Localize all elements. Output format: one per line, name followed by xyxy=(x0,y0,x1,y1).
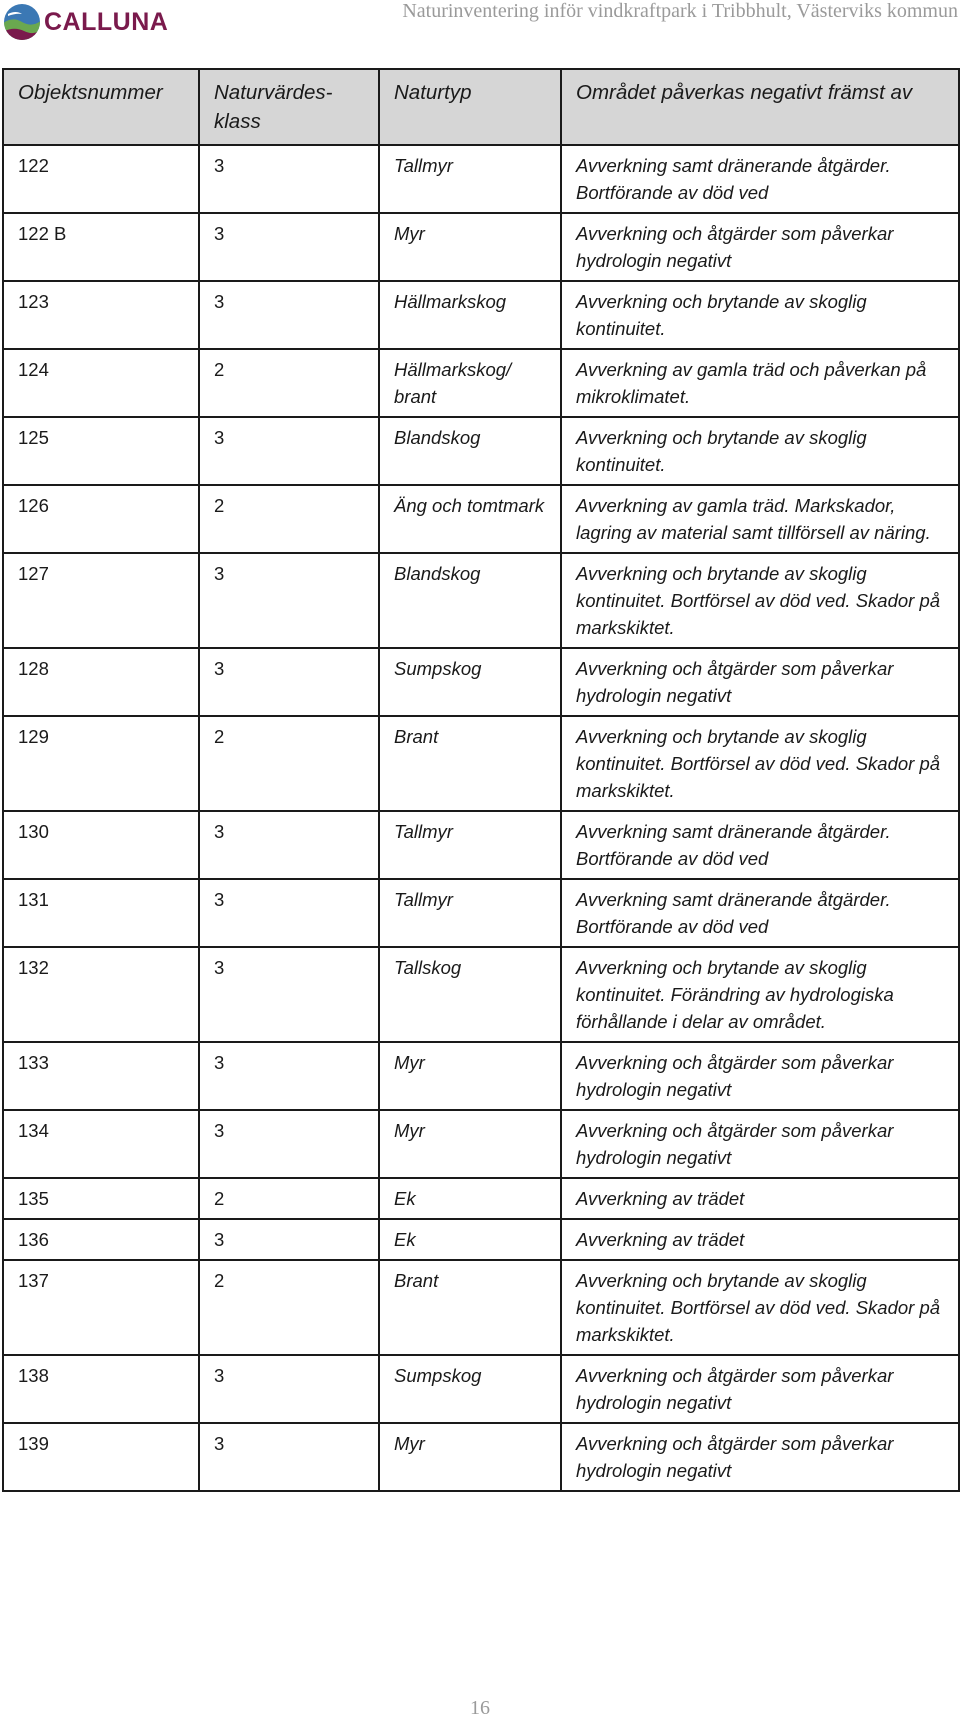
column-header-paverkan: Området påverkas negativt främst av xyxy=(561,69,959,145)
cell-objektsnummer: 125 xyxy=(3,417,199,485)
cell-naturtyp: Ek xyxy=(379,1178,561,1219)
cell-objektsnummer: 138 xyxy=(3,1355,199,1423)
document-title: Naturinventering inför vindkraftpark i Tribbhult, Västerviks kommun xyxy=(402,0,958,22)
cell-klass: 3 xyxy=(199,281,379,349)
cell-klass: 3 xyxy=(199,213,379,281)
cell-klass: 2 xyxy=(199,1178,379,1219)
cell-naturtyp: Myr xyxy=(379,1042,561,1110)
cell-objektsnummer: 139 xyxy=(3,1423,199,1491)
cell-objektsnummer: 130 xyxy=(3,811,199,879)
cell-paverkan: Avverkning och brytande av skoglig kontinuitet. xyxy=(561,417,959,485)
table-row xyxy=(3,648,959,716)
cell-paverkan: Avverkning och åtgärder som påverkar hydrologin negativt xyxy=(561,1110,959,1178)
cell-klass: 3 xyxy=(199,1355,379,1423)
cell-paverkan: Avverkning samt dränerande åtgärder. Bortförande av död ved xyxy=(561,811,959,879)
cell-klass: 2 xyxy=(199,716,379,811)
cell-paverkan: Avverkning och brytande av skoglig kontinuitet. Bortförsel av död ved. Skador på markskiktet. xyxy=(561,1260,959,1355)
cell-paverkan: Avverkning och åtgärder som påverkar hydrologin negativt xyxy=(561,213,959,281)
cell-klass: 2 xyxy=(199,485,379,553)
table-row xyxy=(3,1042,959,1110)
table-row xyxy=(3,1219,959,1260)
cell-klass: 3 xyxy=(199,145,379,213)
calluna-logo xyxy=(2,2,168,42)
table-row xyxy=(3,716,959,811)
table-header-row xyxy=(3,69,959,145)
page-number: 16 xyxy=(470,1697,490,1719)
cell-klass: 3 xyxy=(199,1219,379,1260)
cell-objektsnummer: 133 xyxy=(3,1042,199,1110)
cell-paverkan: Avverkning och åtgärder som påverkar hydrologin negativt xyxy=(561,1042,959,1110)
cell-naturtyp: Myr xyxy=(379,1423,561,1491)
column-header-naturvardesklass xyxy=(199,69,379,145)
table-row xyxy=(3,417,959,485)
column-header-objektsnummer: Objektsnummer xyxy=(3,69,199,145)
table-row xyxy=(3,281,959,349)
cell-naturtyp: Tallmyr xyxy=(379,811,561,879)
table-row xyxy=(3,879,959,947)
cell-paverkan: Avverkning av gamla träd och påverkan på mikroklimatet. xyxy=(561,349,959,417)
cell-klass: 3 xyxy=(199,879,379,947)
table-body xyxy=(3,145,959,1491)
cell-klass: 2 xyxy=(199,1260,379,1355)
table-row xyxy=(3,947,959,1042)
cell-naturtyp: Sumpskog xyxy=(379,648,561,716)
table-row xyxy=(3,811,959,879)
cell-paverkan: Avverkning och brytande av skoglig kontinuitet. Förändring av hydrologiska förhållande i delar av området. xyxy=(561,947,959,1042)
cell-objektsnummer: 128 xyxy=(3,648,199,716)
cell-paverkan: Avverkning och brytande av skoglig kontinuitet. xyxy=(561,281,959,349)
cell-klass: 3 xyxy=(199,947,379,1042)
table-row xyxy=(3,1423,959,1491)
cell-naturtyp: Sumpskog xyxy=(379,1355,561,1423)
cell-klass: 3 xyxy=(199,1423,379,1491)
cell-klass: 3 xyxy=(199,811,379,879)
cell-objektsnummer: 123 xyxy=(3,281,199,349)
cell-objektsnummer: 129 xyxy=(3,716,199,811)
table-row xyxy=(3,1355,959,1423)
cell-naturtyp: Ek xyxy=(379,1219,561,1260)
cell-objektsnummer: 124 xyxy=(3,349,199,417)
cell-objektsnummer: 127 xyxy=(3,553,199,648)
cell-naturtyp: Äng och tomtmark xyxy=(379,485,561,553)
cell-paverkan: Avverkning av trädet xyxy=(561,1219,959,1260)
cell-objektsnummer: 132 xyxy=(3,947,199,1042)
table-row xyxy=(3,1110,959,1178)
cell-objektsnummer: 122 B xyxy=(3,213,199,281)
cell-naturtyp: Brant xyxy=(379,1260,561,1355)
cell-naturtyp: Tallmyr xyxy=(379,145,561,213)
cell-klass: 3 xyxy=(199,553,379,648)
cell-naturtyp: Brant xyxy=(379,716,561,811)
cell-objektsnummer: 126 xyxy=(3,485,199,553)
cell-objektsnummer: 135 xyxy=(3,1178,199,1219)
table-row xyxy=(3,485,959,553)
cell-paverkan: Avverkning av trädet xyxy=(561,1178,959,1219)
cell-paverkan: Avverkning och åtgärder som påverkar hydrologin negativt xyxy=(561,1355,959,1423)
table-row xyxy=(3,145,959,213)
cell-objektsnummer: 134 xyxy=(3,1110,199,1178)
cell-naturtyp: Myr xyxy=(379,213,561,281)
cell-objektsnummer: 122 xyxy=(3,145,199,213)
cell-paverkan: Avverkning av gamla träd. Markskador, lagring av material samt tillförsell av näring. xyxy=(561,485,959,553)
cell-naturtyp: Hällmarkskog xyxy=(379,281,561,349)
cell-paverkan: Avverkning samt dränerande åtgärder. Bortförande av död ved xyxy=(561,879,959,947)
cell-objektsnummer: 137 xyxy=(3,1260,199,1355)
table-row xyxy=(3,553,959,648)
page-header xyxy=(0,0,960,44)
column-header-naturtyp: Naturtyp xyxy=(379,69,561,145)
cell-naturtyp: Hällmarkskog/ brant xyxy=(379,349,561,417)
cell-objektsnummer: 131 xyxy=(3,879,199,947)
cell-objektsnummer: 136 xyxy=(3,1219,199,1260)
cell-naturtyp: Tallmyr xyxy=(379,879,561,947)
cell-klass: 2 xyxy=(199,349,379,417)
cell-naturtyp: Blandskog xyxy=(379,553,561,648)
table-row xyxy=(3,1178,959,1219)
object-table xyxy=(2,68,960,1492)
logo-text: CALLUNA xyxy=(44,7,169,36)
cell-naturtyp: Blandskog xyxy=(379,417,561,485)
cell-naturtyp: Tallskog xyxy=(379,947,561,1042)
cell-paverkan: Avverkning och åtgärder som påverkar hydrologin negativt xyxy=(561,1423,959,1491)
column-header-naturvardesklass-text: Naturvärdes- klass xyxy=(214,81,333,133)
table-row xyxy=(3,213,959,281)
cell-klass: 3 xyxy=(199,648,379,716)
cell-paverkan: Avverkning och brytande av skoglig kontinuitet. Bortförsel av död ved. Skador på markskiktet. xyxy=(561,553,959,648)
cell-paverkan: Avverkning och åtgärder som påverkar hydrologin negativt xyxy=(561,648,959,716)
table-row xyxy=(3,1260,959,1355)
cell-paverkan: Avverkning samt dränerande åtgärder. Bortförande av död ved xyxy=(561,145,959,213)
cell-naturtyp: Myr xyxy=(379,1110,561,1178)
cell-klass: 3 xyxy=(199,417,379,485)
table-row xyxy=(3,349,959,417)
cell-paverkan: Avverkning och brytande av skoglig kontinuitet. Bortförsel av död ved. Skador på markskiktet. xyxy=(561,716,959,811)
calluna-logo-icon xyxy=(2,2,42,42)
cell-klass: 3 xyxy=(199,1042,379,1110)
cell-klass: 3 xyxy=(199,1110,379,1178)
